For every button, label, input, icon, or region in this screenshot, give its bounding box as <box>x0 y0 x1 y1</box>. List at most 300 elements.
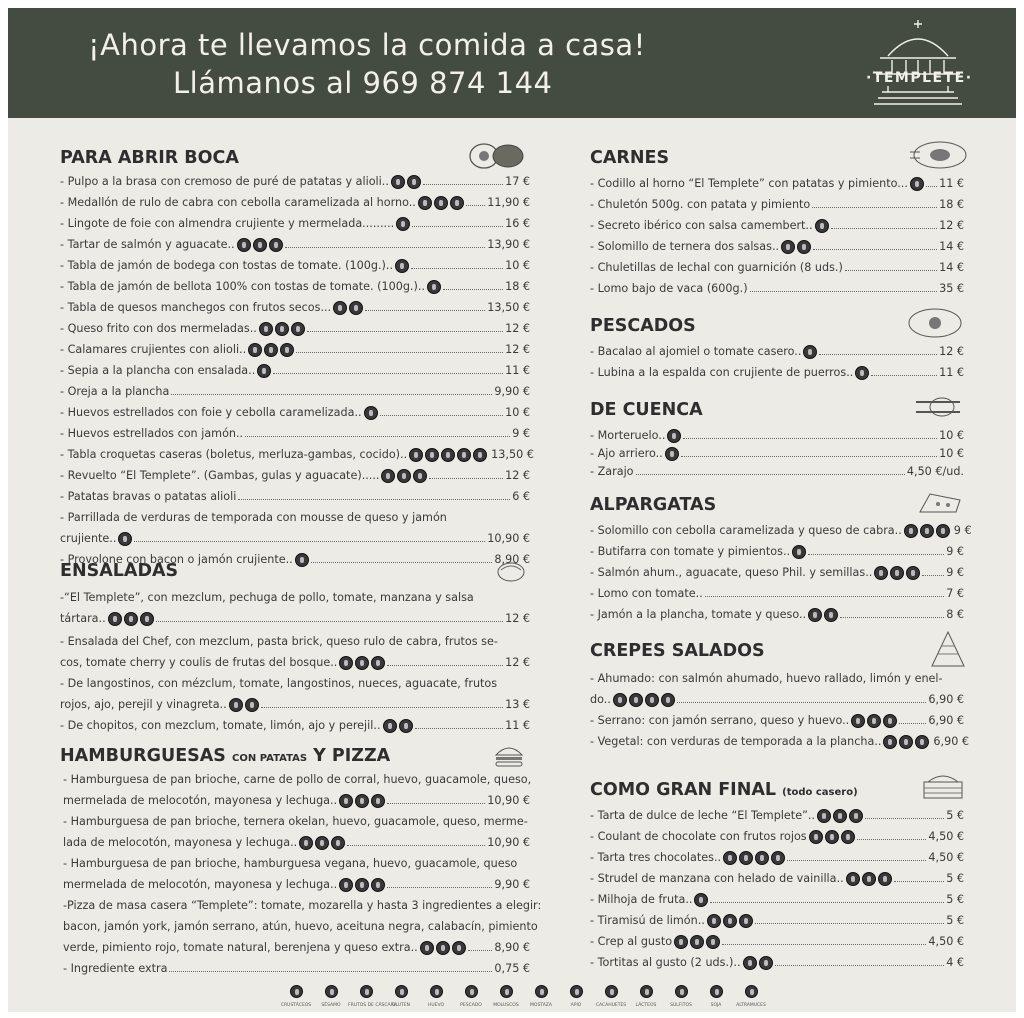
menu-item <box>60 175 530 189</box>
menu-item <box>590 566 964 580</box>
allergen-badges <box>817 809 863 823</box>
allergen-badges <box>409 448 487 462</box>
allergen-badge-icon <box>803 345 817 359</box>
allergen-badge-icon <box>915 735 929 749</box>
allergen-badge-icon <box>381 469 395 483</box>
allergen-badge-icon <box>248 343 262 357</box>
menu-item-name: - Lomo bajo de vaca (600g.) <box>590 282 748 295</box>
mustard-icon <box>535 985 548 998</box>
allergen-badge-icon <box>124 612 138 626</box>
menu-item <box>590 240 964 254</box>
menu-item-line: -“El Templete”, con mezclum, pechuga de pollo, tomate, manzana y salsa <box>60 591 474 604</box>
title-part: HAMBURGUESAS <box>60 746 226 766</box>
menu-item <box>60 364 530 378</box>
menu-item <box>60 217 530 231</box>
menu-item <box>60 612 530 626</box>
title-part: COMO GRAN FINAL <box>590 780 777 800</box>
skewer-icon <box>912 392 964 422</box>
crepe-icon <box>928 628 968 670</box>
dot-leader <box>926 178 937 187</box>
allergen-badge-icon <box>229 698 243 712</box>
menu-item <box>590 545 964 559</box>
menu-item <box>60 719 530 733</box>
menu-item <box>60 301 530 315</box>
menu-item-name: - Tartar de salmón y aguacate.. <box>60 238 235 251</box>
legend-label: CRUSTÁCEOS <box>280 1003 312 1008</box>
dot-leader <box>429 470 503 479</box>
allergen-badge-icon <box>418 196 432 210</box>
legend-item <box>628 983 664 1008</box>
menu-item <box>63 836 530 850</box>
allergen-badges <box>851 714 897 728</box>
allergen-legend <box>278 983 778 1011</box>
dot-leader <box>722 936 926 945</box>
menu-item-name: - Chuletillas de lechal con guarnición (8 uds.) <box>590 261 843 274</box>
dot-leader <box>710 894 944 903</box>
menu-item-name: - Tabla de jamón de bellota 100% con tostas de tomate. (100g.).. <box>60 280 425 293</box>
gluten-icon <box>395 985 408 998</box>
menu-item-name: - Patatas bravas o patatas alioli <box>60 490 237 503</box>
menu-item <box>60 490 530 504</box>
allergen-badge-icon <box>450 196 464 210</box>
menu-item-price: 11,90 € <box>487 196 530 209</box>
dot-leader <box>831 220 938 229</box>
allergen-badge-icon <box>936 524 950 538</box>
menu-item-line: - Hamburguesa de pan brioche, hamburguesa vegana, huevo, guacamole, queso <box>63 857 518 870</box>
allergen-badge-icon <box>723 914 737 928</box>
peanut-icon <box>605 985 618 998</box>
allergen-badges <box>910 177 924 191</box>
allergen-badge-icon <box>781 240 795 254</box>
allergen-badge-icon <box>257 364 271 378</box>
section-title-de-cuenca: DE CUENCA <box>590 400 703 420</box>
legend-item <box>488 983 524 1008</box>
legend-label: PESCADO <box>460 1003 482 1008</box>
allergen-badges <box>792 545 806 559</box>
allergen-badges <box>674 935 720 949</box>
menu-item-line: - Hamburguesa de pan brioche, ternera okelan, huevo, guacamole, queso, merme- <box>63 815 528 828</box>
allergen-badge-icon <box>755 851 769 865</box>
allergen-badge-icon <box>399 719 413 733</box>
menu-item <box>590 893 964 907</box>
menu-item-name: verde, pimiento rojo, tomate natural, berenjena y queso extra.. <box>63 941 418 954</box>
sesame-icon <box>325 985 338 998</box>
menu-item <box>590 914 964 928</box>
dot-leader <box>865 810 944 819</box>
allergen-badge-icon <box>349 301 363 315</box>
menu-item <box>60 259 530 273</box>
allergen-badge-icon <box>825 830 839 844</box>
allergen-badge-icon <box>264 343 278 357</box>
menu-item-line: - Ensalada del Chef, con mezclum, pasta brick, queso rulo de cabra, frutos se- <box>60 635 498 648</box>
logo-text: ·TEMPLETE· <box>866 70 973 86</box>
legend-label: FRUTOS DE CÁSCARA <box>348 1003 397 1008</box>
allergen-badge-icon <box>280 343 294 357</box>
dot-leader <box>750 283 938 292</box>
allergen-badge-icon <box>645 693 659 707</box>
dot-leader <box>412 218 503 227</box>
menu-item-price: 12 € <box>939 219 964 232</box>
allergen-badges <box>420 941 466 955</box>
allergen-badge-icon <box>824 608 838 622</box>
menu-item-price: 12 € <box>505 656 530 669</box>
dot-leader <box>899 715 926 724</box>
menu-item-price: 4 € <box>946 956 964 969</box>
legend-item <box>348 983 397 1008</box>
dot-leader <box>636 466 905 475</box>
menu-item <box>60 532 530 546</box>
menu-item <box>63 878 530 892</box>
allergen-badge-icon <box>759 956 773 970</box>
allergen-badge-icon <box>339 878 353 892</box>
dot-leader <box>894 873 945 882</box>
sulphite-icon <box>675 985 688 998</box>
legend-item <box>698 983 734 1008</box>
menu-item-price: 17 € <box>505 175 530 188</box>
allergen-badge-icon <box>890 566 904 580</box>
legend-label: APIO <box>570 1003 582 1008</box>
header-line-1: ¡Ahora te llevamos la comida a casa! <box>88 28 646 62</box>
allergen-badge-icon <box>331 836 345 850</box>
dot-leader <box>387 657 503 666</box>
menu-item <box>63 962 530 976</box>
menu-item-line: - Parrillada de verduras de temporada con mousse de queso y jamón <box>60 511 447 524</box>
menu-item-price: 14 € <box>939 240 964 253</box>
allergen-badge-icon <box>743 956 757 970</box>
menu-item-name: - Tiramisú de limón.. <box>590 914 705 927</box>
allergen-badge-icon <box>723 851 737 865</box>
fish-icon <box>465 985 478 998</box>
menu-item-price: 12 € <box>505 322 530 335</box>
menu-sheet <box>8 8 1016 1012</box>
menu-item <box>60 385 530 399</box>
allergen-badges <box>381 469 427 483</box>
menu-item-price: 16 € <box>505 217 530 230</box>
legend-label: HUEVO <box>427 1003 445 1008</box>
menu-item-price: 12 € <box>939 345 964 358</box>
menu-item-name: - Oreja a la plancha <box>60 385 170 398</box>
legend-item <box>453 983 489 1008</box>
menu-item-price: 8,90 € <box>494 941 530 954</box>
allergen-badge-icon <box>910 177 924 191</box>
menu-item-name: - Tabla de jamón de bodega con tostas de tomate. (100g.).. <box>60 259 394 272</box>
menu-item-name: - Tarta tres chocolates.. <box>590 851 722 864</box>
menu-item <box>60 406 530 420</box>
legend-item <box>523 983 559 1008</box>
section-title-ensaladas: ENSALADAS <box>60 561 179 581</box>
menu-item-name: - Huevos estrellados con foie y cebolla caramelizada.. <box>60 406 362 419</box>
allergen-badge-icon <box>245 698 259 712</box>
allergen-badge-icon <box>457 448 471 462</box>
allergen-badges <box>333 301 363 315</box>
menu-item-name: - Lomo con tomate.. <box>590 587 703 600</box>
allergen-badges <box>339 878 385 892</box>
legend-item <box>418 983 454 1008</box>
menu-item-name: - Medallón de rulo de cabra con cebolla caramelizada al horno.. <box>60 196 416 209</box>
menu-item-price: 0,75 € <box>494 962 530 975</box>
dot-leader <box>755 915 944 924</box>
legend-item <box>593 983 629 1008</box>
header-banner <box>8 8 1016 118</box>
menu-item-line: - De langostinos, con mézclum, tomate, langostinos, nueces, aguacate, frutos <box>60 677 498 690</box>
allergen-badge-icon <box>452 941 466 955</box>
allergen-badge-icon <box>904 524 918 538</box>
legend-label: GLUTEN <box>391 1003 411 1008</box>
menu-item-name: - Queso frito con dos mermeladas.. <box>60 322 257 335</box>
menu-item-name: tártara.. <box>60 612 106 625</box>
menu-item-price: 5 € <box>946 914 964 927</box>
legend-label: SOJA <box>710 1003 722 1008</box>
menu-item <box>590 956 964 970</box>
menu-item <box>590 345 964 359</box>
menu-item-price: 5 € <box>946 872 964 885</box>
allergen-badge-icon <box>397 469 411 483</box>
dairy-icon <box>640 985 653 998</box>
allergen-badges <box>874 566 920 580</box>
allergen-badges <box>395 259 409 273</box>
dot-leader <box>169 963 492 972</box>
menu-item <box>590 714 964 728</box>
menu-item <box>60 656 530 670</box>
menu-item <box>60 343 530 357</box>
menu-item-name: cos, tomate cherry y coulis de frutas del bosque.. <box>60 656 338 669</box>
meat-icon <box>906 138 968 172</box>
menu-item-price: 6,90 € <box>928 714 964 727</box>
allergen-badges <box>396 217 410 231</box>
dot-leader <box>808 546 944 555</box>
allergen-badge-icon <box>694 893 708 907</box>
allergen-badge-icon <box>391 175 405 189</box>
allergen-badge-icon <box>237 238 251 252</box>
menu-item <box>60 196 530 210</box>
section-title-pescados: PESCADOS <box>590 316 696 336</box>
allergen-badges <box>383 719 413 733</box>
dot-leader <box>311 554 493 563</box>
menu-item-name: - Butifarra con tomate y pimientos.. <box>590 545 791 558</box>
dot-leader <box>423 176 503 185</box>
allergen-badge-icon <box>339 794 353 808</box>
menu-item-name: - Ingrediente extra <box>63 962 168 975</box>
menu-item-name: - De chopitos, con mezclum, tomate, limón, ajo y perejil.. <box>60 719 381 732</box>
legend-label: CACAHUETES <box>595 1003 627 1008</box>
legend-item <box>313 983 349 1008</box>
allergen-badge-icon <box>413 469 427 483</box>
menu-item <box>590 261 964 275</box>
dot-leader <box>681 448 937 457</box>
dot-leader <box>365 302 485 311</box>
allergen-badge-icon <box>315 836 329 850</box>
legend-label: ALTRAMUCES <box>736 1003 766 1008</box>
menu-item-price: 9,90 € <box>494 385 530 398</box>
dot-leader <box>156 613 503 622</box>
dot-leader <box>466 197 485 206</box>
allergen-badge-icon <box>420 941 434 955</box>
allergen-badge-icon <box>808 608 822 622</box>
menu-item <box>590 524 972 538</box>
allergen-badge-icon <box>299 836 313 850</box>
allergen-badges <box>259 322 305 336</box>
allergen-badge-icon <box>739 914 753 928</box>
menu-item-name: mermelada de melocotón, mayonesa y lechuga.. <box>63 794 338 807</box>
allergen-badge-icon <box>118 532 132 546</box>
menu-item-price: 10 € <box>505 406 530 419</box>
salad-bowl-icon <box>496 560 526 584</box>
menu-item-price: 12 € <box>505 612 530 625</box>
dot-leader <box>261 699 503 708</box>
menu-item-name: - Crep al gusto <box>590 935 673 948</box>
menu-item-line: -Pizza de masa casera “Templete”: tomate, mozarella y hasta 3 ingredientes a elegir: <box>63 899 542 912</box>
legend-label: MOLUSCOS <box>493 1003 519 1008</box>
menu-item-price: 11 € <box>505 719 530 732</box>
menu-item <box>590 830 964 844</box>
menu-item-name: crujiente.. <box>60 532 117 545</box>
menu-item <box>590 735 970 749</box>
section-title-crepes-salados: CREPES SALADOS <box>590 641 765 661</box>
allergen-badge-icon <box>434 196 448 210</box>
dot-leader <box>468 942 493 951</box>
allergen-badge-icon <box>395 259 409 273</box>
allergen-badges <box>883 735 929 749</box>
allergen-badge-icon <box>355 794 369 808</box>
allergen-badge-icon <box>295 553 309 567</box>
menu-item <box>590 447 964 461</box>
menu-item-price: 5 € <box>946 809 964 822</box>
allergen-badges <box>339 794 385 808</box>
dot-leader <box>922 567 944 576</box>
dot-leader <box>285 239 486 248</box>
allergen-badges <box>108 612 154 626</box>
menu-item-price: 10 € <box>939 429 964 442</box>
nuts-icon <box>360 985 373 998</box>
lupin-icon <box>745 985 758 998</box>
allergen-badges <box>364 406 378 420</box>
menu-item-name: - Codillo al horno “El Templete” con patatas y pimiento... <box>590 177 908 190</box>
menu-item-price: 13,90 € <box>487 238 530 251</box>
menu-item <box>60 448 534 462</box>
dot-leader <box>245 428 510 437</box>
allergen-badge-icon <box>383 719 397 733</box>
menu-item <box>60 427 530 441</box>
allergen-badge-icon <box>409 448 423 462</box>
allergen-badge-icon <box>355 656 369 670</box>
dot-leader <box>775 957 945 966</box>
menu-item-line: bacon, jamón york, jamón serrano, atún, huevo, aceituna negra, calabacín, pimiento <box>63 920 538 933</box>
legend-item <box>558 983 594 1008</box>
menu-item <box>590 366 964 380</box>
allergen-badge-icon <box>883 714 897 728</box>
menu-item <box>590 872 964 886</box>
menu-item <box>590 198 964 212</box>
allergen-badge-icon <box>920 524 934 538</box>
allergen-badge-icon <box>613 693 627 707</box>
menu-item-price: 10 € <box>939 447 964 460</box>
allergen-badges <box>391 175 421 189</box>
allergen-badge-icon <box>874 566 888 580</box>
allergen-badges <box>815 219 829 233</box>
allergen-badges <box>667 429 681 443</box>
menu-item-price: 18 € <box>505 280 530 293</box>
menu-item-price: 18 € <box>939 198 964 211</box>
allergen-badge-icon <box>396 217 410 231</box>
menu-item <box>60 469 530 483</box>
avocado-icon <box>468 138 526 172</box>
menu-item-price: 35 € <box>939 282 964 295</box>
allergen-badge-icon <box>906 566 920 580</box>
menu-item-name: - Morteruelo.. <box>590 429 666 442</box>
menu-item <box>590 429 964 443</box>
allergen-badge-icon <box>371 878 385 892</box>
menu-item-line: - Ahumado: con salmón ahumado, huevo rallado, limón y enel- <box>590 672 943 685</box>
menu-item-name: - Secreto ibérico con salsa camembert.. <box>590 219 813 232</box>
legend-item <box>663 983 699 1008</box>
menu-item-price: 10,90 € <box>487 794 530 807</box>
allergen-badge-icon <box>665 447 679 461</box>
section-title-hamburguesas <box>60 746 390 766</box>
menu-item-name: - Serrano: con jamón serrano, queso y huevo.. <box>590 714 850 727</box>
dot-leader <box>871 367 937 376</box>
menu-item <box>590 935 964 949</box>
menu-item-price: 4,50 € <box>928 935 964 948</box>
menu-item <box>590 851 964 865</box>
menu-item-price: 9,90 € <box>494 878 530 891</box>
allergen-badge-icon <box>809 830 823 844</box>
dot-leader <box>787 852 926 861</box>
soy-icon <box>710 985 723 998</box>
menu-item-price: 14 € <box>939 261 964 274</box>
allergen-badge-icon <box>849 809 863 823</box>
allergen-badge-icon <box>253 238 267 252</box>
menu-item-price: 10,90 € <box>487 532 530 545</box>
allergen-badge-icon <box>108 612 122 626</box>
allergen-badge-icon <box>436 941 450 955</box>
menu-item-name: - Salmón ahum., aguacate, queso Phil. y semillas.. <box>590 566 873 579</box>
menu-item-name: - Pulpo a la brasa con cremoso de puré de patatas y alioli.. <box>60 175 389 188</box>
allergen-badge-icon <box>899 735 913 749</box>
mollusc-icon <box>500 985 513 998</box>
menu-item <box>590 608 964 622</box>
allergen-badge-icon <box>291 322 305 336</box>
dot-leader <box>683 430 937 439</box>
menu-item-price: 6,90 € <box>928 693 964 706</box>
allergen-badge-icon <box>427 280 441 294</box>
menu-item-price: 5 € <box>946 893 964 906</box>
allergen-badge-icon <box>862 872 876 886</box>
templete-logo-icon <box>858 16 978 112</box>
menu-item-price: 13,50 € <box>491 448 534 461</box>
title-part-small: (todo casero) <box>782 787 858 798</box>
menu-item-price: 6,90 € <box>933 735 970 748</box>
menu-item-name: - Tabla croquetas caseras (boletus, merluza-gambas, cocido).. <box>60 448 408 461</box>
allergen-badge-icon <box>815 219 829 233</box>
allergen-badge-icon <box>371 794 385 808</box>
allergen-badge-icon <box>883 735 897 749</box>
dot-leader <box>134 533 485 542</box>
section-title-alpargatas: ALPARGATAS <box>590 495 717 515</box>
legend-label: MOSTAZA <box>530 1003 552 1008</box>
dot-leader <box>812 199 937 208</box>
menu-item-price: 13 € <box>505 698 530 711</box>
dot-leader <box>307 323 503 332</box>
allergen-badge-icon <box>355 878 369 892</box>
allergen-badge-icon <box>833 809 847 823</box>
allergen-badges <box>743 956 773 970</box>
allergen-badge-icon <box>867 714 881 728</box>
menu-item <box>60 280 530 294</box>
allergen-badges <box>257 364 271 378</box>
allergen-badges <box>723 851 785 865</box>
allergen-badge-icon <box>739 851 753 865</box>
allergen-badge-icon <box>878 872 892 886</box>
